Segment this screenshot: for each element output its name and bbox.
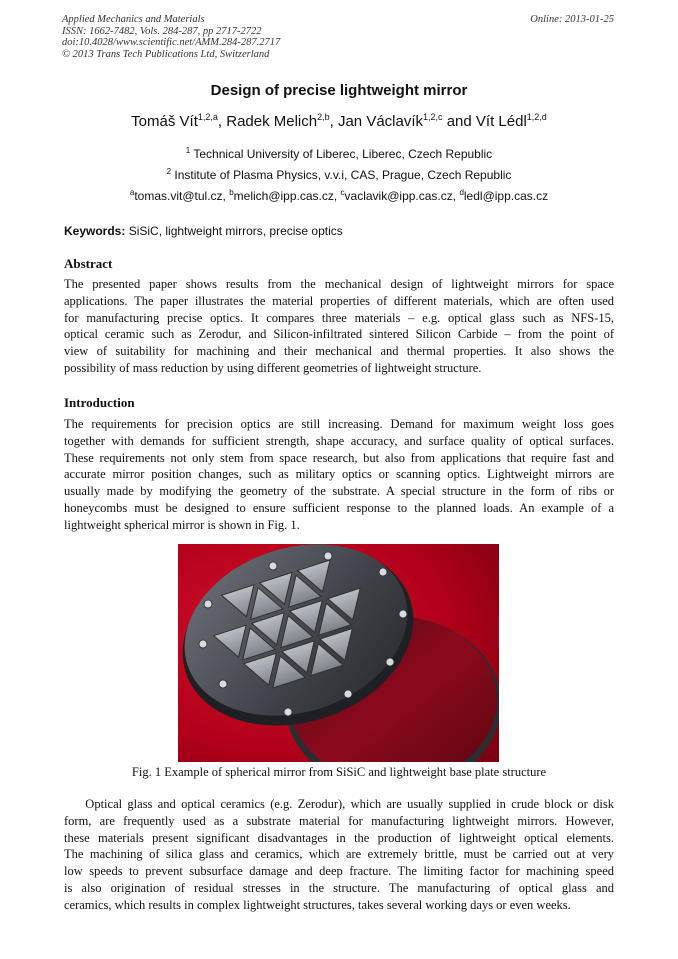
- affil-text: Technical University of Liberec, Liberec, Czech Republic: [193, 147, 493, 161]
- introduction-line: The requirements for precision optics are still increasing. Demand for maximum weight loss goes: [64, 417, 614, 431]
- abstract-line: for manufacturing precise optics. It compares three materials – e.g. optical glass such as NFS-15,: [64, 310, 614, 325]
- affil-number: 2: [166, 167, 172, 176]
- introduction-paragraph: [64, 416, 614, 534]
- figure-caption: Fig. 1 Example of spherical mirror from SiSiC and lightweight base plate structure: [131, 765, 547, 779]
- author-name: Radek Melich: [226, 113, 318, 130]
- email-address[interactable]: vaclavik@ipp.cas.cz,: [344, 189, 460, 203]
- introduction-line: These requirements not only stem from space research, but also from applications that require fast and: [64, 450, 614, 465]
- abstract-line: possibility of mass reduction by using different geometries of lightweight structure.: [64, 360, 482, 375]
- body-line: is also origination of residual stresses in the structure. The manufacturing of optical glass and: [64, 880, 614, 895]
- body-line: low speeds to prevent subsurface damage and deep fracture. The limiting factor for machining speed: [64, 864, 614, 879]
- author-separator: ,: [217, 113, 227, 130]
- email-address[interactable]: tomas.vit@tul.cz,: [134, 189, 230, 203]
- body-line: form, are frequently used as a substrate material for manufacturing lightweight mirrors. However,: [64, 813, 614, 828]
- introduction-line: honeycombs must be designed to ensure sufficient response to the planned loads. An example of a: [64, 500, 614, 515]
- keywords-label: Keywords:: [64, 224, 126, 238]
- keywords-text: SiSiC, lightweight mirrors, precise optics: [128, 224, 343, 238]
- journal-header: [62, 14, 280, 60]
- affil-number: 1: [185, 146, 191, 155]
- author-name: Jan Václavík: [337, 113, 424, 130]
- email-sup: a: [129, 188, 135, 197]
- abstract-line: The presented paper shows results from the mechanical design of lightweight mirrors for space: [64, 277, 614, 291]
- introduction-line: together with demands for sufficient strength, shape accuracy, and surface quality of optical surfaces.: [64, 433, 614, 448]
- author-affil-sup: 1,2,a: [197, 112, 218, 122]
- author-separator: and: [442, 113, 476, 130]
- author-name: Tomáš Vít: [131, 113, 198, 130]
- email-sup: d: [459, 188, 464, 197]
- author-name: Vít Lédl: [475, 113, 527, 130]
- abstract-line: view of suitability for machining and their mechanical and thermal properties. It also shows the: [64, 344, 614, 359]
- introduction-line: lightweight spherical mirror is shown in Fig. 1.: [64, 517, 300, 532]
- paper-title: Design of precise lightweight mirror: [210, 82, 468, 99]
- author-separator: ,: [329, 113, 338, 130]
- affiliation-1: [0, 146, 678, 161]
- author-affil-sup: 1,2,c: [423, 112, 443, 122]
- affiliation-2: [0, 167, 678, 182]
- abstract-heading: Abstract: [64, 256, 113, 271]
- email-list: [0, 188, 678, 203]
- author-affil-sup: 1,2,d: [526, 112, 547, 122]
- abstract-line: applications. The paper illustrates the material properties of different materials, which are often used: [64, 293, 614, 308]
- author-list: [0, 112, 678, 130]
- journal-name: Applied Mechanics and Materials: [62, 14, 205, 25]
- journal-copyright: © 2013 Trans Tech Publications Ltd, Switzerland: [62, 48, 270, 60]
- journal-issn: ISSN: 1662-7482, Vols. 284-287, pp 2717-2722: [62, 25, 262, 37]
- online-date: Online: 2013-01-25: [530, 14, 614, 25]
- introduction-line: usually made by modifying the geometry of the substrate. A special structure in the form of ribs or: [64, 484, 614, 499]
- body-paragraph: [64, 796, 614, 914]
- journal-doi[interactable]: doi:10.4028/www.scientific.net/AMM.284-287.2717: [62, 37, 281, 48]
- author-affil-sup: 2,b: [317, 112, 330, 122]
- email-address[interactable]: ledl@ipp.cas.cz: [463, 189, 549, 203]
- mirror-photo-illustration: [178, 544, 499, 762]
- body-line: Optical glass and optical ceramics (e.g. Zerodur), which are usually supplied in crude block or disk: [64, 797, 614, 811]
- introduction-line: accurate mirror position changes, such as military optics or scanning optics. Lightweight mirrors are: [64, 467, 614, 482]
- introduction-heading: Introduction: [64, 395, 135, 410]
- body-line: The machining of silica glass and ceramics, which are extremely brittle, must be carried out at very: [64, 847, 614, 862]
- email-sup: b: [229, 188, 234, 197]
- abstract-paragraph: [64, 276, 614, 377]
- affil-text: Institute of Plasma Physics, v.v.i, CAS, Prague, Czech Republic: [174, 168, 512, 182]
- body-line: these materials present significant disadvantages in the production of lightweight optical elements.: [64, 830, 614, 845]
- email-address[interactable]: melich@ipp.cas.cz,: [233, 189, 341, 203]
- email-sup: c: [340, 188, 345, 197]
- abstract-line: optical ceramic such as Zerodur, and Silicon-infiltrated sintered Silicon Carbide – from the point of: [64, 327, 614, 342]
- keywords: [64, 224, 343, 238]
- body-line: ceramics, which results in complex lightweight structures, takes several working days or even weeks.: [64, 897, 571, 912]
- mirror-photo: [178, 544, 499, 762]
